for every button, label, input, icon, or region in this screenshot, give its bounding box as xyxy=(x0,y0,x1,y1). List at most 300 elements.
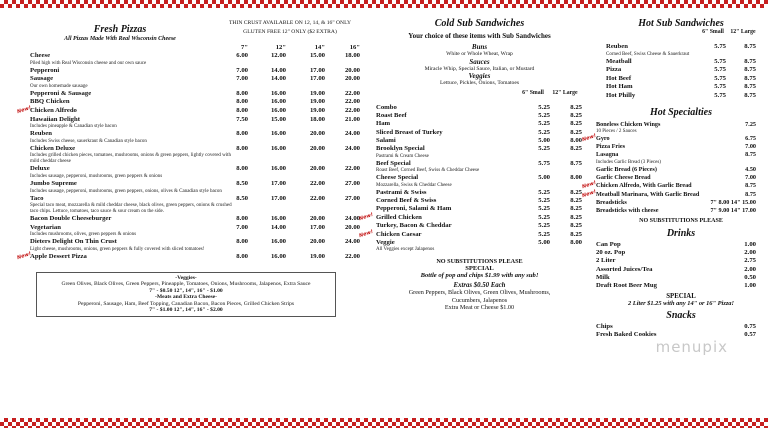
pizza-name: Reuben xyxy=(30,130,52,138)
cold-sub-price-small: 5.25 xyxy=(538,205,550,213)
pizza-price: 22.00 xyxy=(309,194,325,202)
hot-sub-price-large: 8.75 xyxy=(744,91,756,99)
right-column xyxy=(581,14,766,340)
pizza-row xyxy=(30,130,360,139)
size-7: 7" xyxy=(241,44,248,51)
pizza-title: Fresh Pizzas xyxy=(93,24,147,35)
hot-sub-name: Pizza xyxy=(606,66,622,74)
pizza-price: 8.00 xyxy=(236,98,248,106)
cold-no-subs: NO SUBSTITUTIONS PLEASE xyxy=(436,258,523,266)
pizza-row xyxy=(30,180,360,189)
pizza-price: 15.00 xyxy=(270,115,286,123)
pizza-price: 24.00 xyxy=(344,215,360,223)
pizza-price: 20.00 xyxy=(344,75,360,83)
specialty-price: 8.75 xyxy=(745,182,756,190)
extras-meat: Extra Meat or Cheese $1.00 xyxy=(444,304,515,312)
pizza-subtitle: All Pizzas Made With Real Wisconsin Cheese xyxy=(64,36,176,42)
pizza-section xyxy=(16,14,360,317)
veggies-list: Green Olives, Black Olives, Green Peppers, Pineapple, Tomatoes, Onions, Mushrooms, Jalapenos, Extra Sauce xyxy=(61,281,311,288)
cold-sub-price-large: 8.00 xyxy=(570,238,582,246)
new-badge: New! xyxy=(16,250,33,261)
cold-sub-price-small: 5.25 xyxy=(538,145,550,153)
pizza-price: 8.00 xyxy=(236,238,248,246)
cold-sub-note: Roast Beef, Corned Beef, Swiss & Cheddar Cheese xyxy=(376,168,480,174)
pizza-price: 6.00 xyxy=(236,52,248,59)
pizza-size-header xyxy=(30,44,360,52)
pizza-note: Piled high with Real Wisconsin cheese and our own sauce xyxy=(30,60,147,66)
meats-list: Pepperoni, Sausage, Ham, Beef Topping, Canadian Bacon, Bacon Pieces, Grilled Chicken Strips xyxy=(77,300,295,307)
snack-price: 0.57 xyxy=(744,331,756,339)
pizza-price: 7.50 xyxy=(236,115,248,123)
pizza-price: 14.00 xyxy=(270,75,286,83)
pizza-price: 22.00 xyxy=(344,252,360,260)
drink-price: 2.75 xyxy=(744,257,756,265)
cold-list xyxy=(358,103,587,254)
specialty-row xyxy=(596,166,766,174)
cold-sub-name: Chicken Caesar xyxy=(376,230,422,238)
hot-sub-price-large: 8.75 xyxy=(744,83,756,91)
pizza-price: 22.00 xyxy=(344,165,360,173)
cold-sub-row xyxy=(358,228,587,239)
pizza-name: Pepperoni xyxy=(30,66,60,74)
hot-sub-name: Reuben xyxy=(606,43,628,50)
pizza-row xyxy=(30,116,360,125)
pizza-name: Bacon Double Cheeseburger xyxy=(30,215,112,223)
size-14: 14" xyxy=(314,44,325,51)
pizza-row xyxy=(30,145,360,154)
hot-sub-price-small: 5.75 xyxy=(714,57,726,65)
cold-size-small: 6" Small xyxy=(522,89,544,96)
pizza-price: 8.50 xyxy=(236,179,248,187)
cold-sub-price-small: 5.25 xyxy=(538,120,550,128)
specialty-price: 6.75 xyxy=(745,134,756,142)
drinks-special-title: SPECIAL xyxy=(666,292,696,300)
cold-sub-price-small: 5.25 xyxy=(538,128,550,136)
hot-sub-price-small: 5.75 xyxy=(714,91,726,99)
drink-price: 1.00 xyxy=(744,282,756,290)
pizza-price: 7.00 xyxy=(236,223,248,231)
specialty-name: Gyro xyxy=(596,134,610,142)
specialty-name: Boneless Chicken Wings xyxy=(596,120,661,128)
hot-sub-price-small: 5.75 xyxy=(714,66,726,74)
pizza-price: 22.00 xyxy=(309,179,325,187)
drinks-title: Drinks xyxy=(666,227,696,239)
pizza-price: 20.00 xyxy=(344,223,360,231)
drink-name: 20 oz. Pop xyxy=(596,248,626,256)
cold-sub-row xyxy=(372,222,587,230)
hot-subs-title: Hot Sub Sandwiches xyxy=(638,18,724,29)
specialty-price: 7" 8.00 14" 15.00 xyxy=(710,198,756,206)
cold-subs-section xyxy=(358,14,587,312)
cold-sub-row xyxy=(372,112,587,120)
cold-sub-row xyxy=(372,205,587,213)
drink-row xyxy=(596,241,766,249)
specialty-name: Garlic Bread (6 Pieces) xyxy=(596,165,657,173)
pizza-price: 16.00 xyxy=(270,98,286,106)
cold-size-large: 12" Large xyxy=(552,89,578,96)
specialty-row xyxy=(581,180,766,191)
pizza-note: Includes sausage, pepperoni, mushrooms, green peppers & onions xyxy=(30,173,163,179)
specialty-price: 7" 9.00 14" 17.00 xyxy=(710,207,756,215)
cold-sub-price-large: 8.25 xyxy=(570,145,582,153)
new-badge: New! xyxy=(581,188,598,199)
cold-sub-price-small: 5.25 xyxy=(538,111,550,119)
extras-title: Extras $0.50 Each xyxy=(453,282,506,290)
specialties-list xyxy=(581,120,766,216)
pizza-price: 17.00 xyxy=(309,75,325,83)
pizza-note: Includes Swiss cheese, sauerkraut & Canadian style bacon xyxy=(30,138,147,144)
specialty-price: 7.25 xyxy=(745,120,756,128)
drink-price: 0.50 xyxy=(744,274,756,282)
hot-size-small: 6" Small xyxy=(702,29,724,35)
pizza-price: 19.00 xyxy=(309,98,325,106)
cold-sub-price-small: 5.25 xyxy=(538,197,550,205)
hot-sub-note: Corned Beef, Swiss Cheese & Sauerkraut xyxy=(606,51,690,57)
specialty-name: Breadsticks with cheese xyxy=(596,207,659,215)
cold-sub-row xyxy=(372,239,587,247)
cold-sub-name: Grilled Chicken xyxy=(376,213,422,221)
hot-sub-price-large: 8.75 xyxy=(744,74,756,82)
drink-row xyxy=(596,266,766,274)
cold-sub-row xyxy=(372,129,587,137)
cold-sub-name: Combo xyxy=(376,103,397,111)
thin-crust-note: THIN CRUST AVAILABLE ON 12, 14, & 16" ONLY xyxy=(229,20,351,26)
hot-sub-row xyxy=(596,58,766,67)
pizza-price: 16.00 xyxy=(270,130,286,138)
drink-name: Draft Root Beer Mug xyxy=(596,282,657,290)
pizza-price: 14.00 xyxy=(270,223,286,231)
cold-sub-price-large: 8.25 xyxy=(570,111,582,119)
pizza-name: Chicken Deluxe xyxy=(30,144,76,152)
cold-sub-row xyxy=(372,137,587,145)
menupix-watermark: menupix xyxy=(655,338,728,356)
snack-name: Chips xyxy=(596,322,613,330)
drink-price: 2.00 xyxy=(744,265,756,273)
hot-size-header xyxy=(596,29,766,43)
pizza-row xyxy=(30,98,360,107)
drink-name: Can Pop xyxy=(596,240,621,248)
pizza-row xyxy=(30,224,360,233)
pizza-price: 20.00 xyxy=(309,238,325,246)
specialty-note: 10 Pieces / 2 Sauces xyxy=(596,128,637,134)
pizza-price: 27.00 xyxy=(344,179,360,187)
pizza-row xyxy=(30,195,360,204)
pizza-note: Special taco meat, mozzarella & mild cheddar cheese, black olives, green peppers, onions & crushed taco chips. Lettuce, tomatoes, taco sauce & sour cream on the side. xyxy=(30,203,232,215)
cold-sub-row xyxy=(372,145,587,153)
new-badge: New! xyxy=(358,211,375,222)
cold-sub-price-large: 8.25 xyxy=(570,197,582,205)
hot-sub-row xyxy=(596,43,766,52)
sauces-title: Sauces xyxy=(469,57,490,66)
pizza-price: 12.00 xyxy=(270,52,286,59)
pizza-toppings-box xyxy=(36,272,336,318)
cold-sub-name: Pepperoni, Salami & Ham xyxy=(376,205,452,213)
hot-sub-name: Hot Beef xyxy=(606,74,632,82)
pizza-price: 20.00 xyxy=(344,66,360,74)
pizza-note: Includes grilled chicken pieces, tomatoes, mushrooms, onions & green peppers, lightly covered with mild cheddar cheese xyxy=(30,153,232,165)
pizza-row xyxy=(16,250,360,262)
cold-sub-price-small: 5.00 xyxy=(538,137,550,145)
buns-text: White or Whole Wheat, Wrap xyxy=(446,51,513,57)
specialty-price: 7.00 xyxy=(745,174,756,182)
pizza-price: 14.00 xyxy=(270,66,286,74)
drink-row xyxy=(596,274,766,282)
pizza-price: 8.00 xyxy=(236,106,248,114)
cold-sub-row xyxy=(372,174,587,182)
drink-price: 1.00 xyxy=(744,240,756,248)
hot-sub-name: Hot Ham xyxy=(606,83,633,91)
pizza-price: 16.00 xyxy=(270,89,286,97)
cold-sub-price-small: 5.75 xyxy=(538,159,550,167)
veggies-title-cold: Veggies xyxy=(468,72,491,80)
cold-sub-name: Ham xyxy=(376,120,391,128)
cold-subs-title: Cold Sub Sandwiches xyxy=(434,18,525,29)
specialty-row xyxy=(581,132,766,143)
cold-sub-row xyxy=(372,104,587,112)
hot-sub-price-large: 8.75 xyxy=(744,66,756,74)
veggies-prices: 7" - $0.50 12", 14", 16" - $1.00 xyxy=(149,287,223,294)
pizza-price: 15.00 xyxy=(309,52,325,59)
pizza-price: 20.00 xyxy=(309,215,325,223)
cold-sub-price-large: 8.25 xyxy=(570,230,582,238)
hot-sub-price-small: 5.75 xyxy=(714,43,726,50)
cold-sub-row xyxy=(372,160,587,168)
pizza-row xyxy=(30,75,360,84)
pizza-name: Dieters Delight On Thin Crust xyxy=(30,238,117,246)
pizza-price: 16.00 xyxy=(270,106,286,114)
new-badge: New! xyxy=(581,132,598,143)
cold-sub-price-large: 8.25 xyxy=(570,222,582,230)
cold-sub-price-large: 8.00 xyxy=(570,174,582,182)
hot-sub-price-large: 8.75 xyxy=(744,57,756,65)
cold-sub-name: Roast Beef xyxy=(376,111,407,119)
specialty-price: 8.75 xyxy=(745,190,756,198)
new-badge: New! xyxy=(358,228,375,239)
pizza-name: Deluxe xyxy=(30,165,50,173)
pizza-price: 18.00 xyxy=(344,52,360,59)
cold-sub-price-large: 8.25 xyxy=(570,188,582,196)
specialty-name: Lasagna xyxy=(596,151,619,159)
hot-size-large: 12" Large xyxy=(730,29,756,35)
pizza-price: 22.00 xyxy=(344,98,360,106)
specialty-note: Includes Garlic Bread (3 Pieces) xyxy=(596,159,661,165)
hot-sub-name: Meatball xyxy=(606,57,632,65)
pizza-price: 8.00 xyxy=(236,130,248,138)
specialty-name: Chicken Alfredo, With Garlic Bread xyxy=(596,182,692,190)
drink-row xyxy=(596,282,766,290)
pizza-row xyxy=(30,165,360,174)
snack-price: 0.75 xyxy=(744,322,756,330)
pizza-row xyxy=(30,238,360,247)
pizza-price: 16.00 xyxy=(270,165,286,173)
pizza-row xyxy=(30,67,360,76)
veggies-title: -Veggies- xyxy=(175,274,197,281)
pizza-price: 24.00 xyxy=(344,130,360,138)
pizza-price: 17.00 xyxy=(309,66,325,74)
pizza-price: 19.00 xyxy=(309,106,325,114)
pizza-price: 24.00 xyxy=(344,238,360,246)
specialty-price: 8.75 xyxy=(745,151,756,159)
cold-sub-name: Turkey, Bacon & Cheddar xyxy=(376,222,452,230)
veggies-text-cold: Lettuce, Pickles, Onions, Tomatoes xyxy=(439,80,520,86)
pizza-price: 17.00 xyxy=(270,194,286,202)
cold-sub-price-small: 5.00 xyxy=(538,238,550,246)
meats-title: -Meats and Extra Cheese- xyxy=(155,294,217,301)
cold-subs-choice: Your choice of these items with Sub Sandwiches xyxy=(408,32,551,40)
cold-sub-price-small: 5.00 xyxy=(538,174,550,182)
cold-sub-note: All Veggies except Jalapenos xyxy=(376,247,435,253)
cold-sub-name: Cheese Special xyxy=(376,174,419,182)
specialty-row xyxy=(596,121,766,129)
pizza-price: 22.00 xyxy=(344,106,360,114)
pizza-note: Includes mushrooms, olives, green peppers & onions xyxy=(30,232,137,238)
gluten-free-note: GLUTEN FREE 12" ONLY ($2 EXTRA) xyxy=(243,29,337,35)
specialties-title: Hot Specialties xyxy=(650,106,712,118)
specialties-no-subs: NO SUBSTITUTIONS PLEASE xyxy=(639,217,723,224)
cold-special: Bottle of pop and chips $1.99 with any sub! xyxy=(420,272,539,280)
hot-sub-price-small: 5.75 xyxy=(714,83,726,91)
cold-sub-price-small: 5.25 xyxy=(538,103,550,111)
drink-row xyxy=(596,257,766,265)
cold-sub-price-small: 5.25 xyxy=(538,188,550,196)
pizza-row xyxy=(30,90,360,99)
new-badge: New! xyxy=(581,180,598,191)
specialty-name: Meatball Marinara, With Garlic Bread xyxy=(596,190,700,198)
pizza-price: 16.00 xyxy=(270,238,286,246)
drink-name: Milk xyxy=(596,274,610,282)
size-12: 12" xyxy=(275,44,286,51)
specialty-row xyxy=(596,174,766,182)
snack-name: Fresh Baked Cookies xyxy=(596,331,657,339)
specialty-row xyxy=(596,199,766,207)
specialty-row xyxy=(596,207,766,215)
pizza-price: 27.00 xyxy=(344,194,360,202)
pizza-price: 20.00 xyxy=(309,144,325,152)
cold-special-title: SPECIAL xyxy=(465,265,494,273)
cold-sub-price-small: 5.25 xyxy=(538,213,550,221)
pizza-price: 20.00 xyxy=(309,165,325,173)
drink-name: Assorted Juices/Tea xyxy=(596,265,653,273)
specialty-name: Garlic Cheese Bread xyxy=(596,174,651,182)
pizza-note: Light cheese, mushrooms, onions, green peppers & fully covered with sliced tomatoes! xyxy=(30,246,205,252)
size-16: 16" xyxy=(349,44,360,51)
pizza-note: Our own homemade sausage xyxy=(30,83,88,89)
checker-border-top xyxy=(0,0,768,8)
drink-name: 2 Liter xyxy=(596,257,616,265)
meats-prices: 7" - $1.00 12", 14", 16" - $2.00 xyxy=(149,307,223,314)
pizza-price: 8.00 xyxy=(236,252,248,260)
cold-sub-name: Pastrami & Swiss xyxy=(376,188,427,196)
hot-sub-row xyxy=(596,92,766,101)
snacks-title: Snacks xyxy=(666,309,696,321)
drink-row xyxy=(596,249,766,257)
pizza-price: 17.00 xyxy=(309,223,325,231)
pizza-price: 8.00 xyxy=(236,144,248,152)
cold-sub-row xyxy=(372,189,587,197)
sauces-text: Miracle Whip, Special Sauce, Italian, or Mustard xyxy=(424,65,535,72)
cold-sub-name: Brooklyn Special xyxy=(376,145,425,153)
cold-sub-row xyxy=(372,197,587,205)
cold-size-header xyxy=(372,90,587,104)
specialty-name: Pizza Fries xyxy=(596,143,626,151)
new-badge: New! xyxy=(16,104,33,116)
hot-sub-price-large: 8.75 xyxy=(744,43,756,50)
hot-list xyxy=(596,43,766,101)
pizza-price: 16.00 xyxy=(270,215,286,223)
pizza-name: Sausage xyxy=(30,75,54,83)
pizza-price: 8.50 xyxy=(236,194,248,202)
extras-list: Green Peppers, Black Olives, Green Olives, Mushrooms, Cucumbers, Jalapenos xyxy=(408,289,551,304)
cold-sub-price-large: 8.25 xyxy=(570,205,582,213)
pizza-price: 16.00 xyxy=(270,252,286,260)
checker-border-bottom xyxy=(0,418,768,428)
cold-sub-price-large: 8.25 xyxy=(570,128,582,136)
pizza-price: 19.00 xyxy=(309,252,325,260)
pizza-price: 7.00 xyxy=(236,66,248,74)
hot-sub-row xyxy=(596,66,766,75)
specialty-price: 7.00 xyxy=(745,143,756,151)
pizza-name: Apple Dessert Pizza xyxy=(30,252,87,260)
pizza-price: 16.00 xyxy=(270,144,286,152)
specialty-row xyxy=(596,151,766,159)
specialty-row xyxy=(581,188,766,199)
cold-sub-price-large: 8.75 xyxy=(570,159,582,167)
pizza-price: 18.00 xyxy=(309,115,325,123)
pizza-price: 17.00 xyxy=(270,179,286,187)
specialty-name: Breadsticks xyxy=(596,198,627,206)
pizza-name: Vegetarian xyxy=(30,223,61,231)
cold-sub-price-large: 8.25 xyxy=(570,213,582,221)
pizza-name: Pepperoni & Sausage xyxy=(30,89,92,97)
cold-sub-row xyxy=(358,211,587,222)
cold-sub-name: Corned Beef & Swiss xyxy=(376,197,437,205)
cold-sub-price-large: 8.25 xyxy=(570,103,582,111)
hot-sub-row xyxy=(596,83,766,92)
cold-sub-price-large: 8.25 xyxy=(570,120,582,128)
cold-sub-price-small: 5.25 xyxy=(538,230,550,238)
cold-sub-name: Beef Special xyxy=(376,159,411,167)
pizza-price: 8.00 xyxy=(236,165,248,173)
pizza-row xyxy=(30,215,360,224)
cold-sub-row xyxy=(372,120,587,128)
pizza-note: Includes sausage, pepperoni, mushrooms, green peppers, onions, olives & Canadian style bacon xyxy=(30,188,222,194)
specialty-row xyxy=(596,143,766,151)
drink-price: 2.00 xyxy=(744,248,756,256)
drinks-special: 2 Liter $1.25 with any 14" or 16" Pizza! xyxy=(628,299,734,307)
pizza-name: Jumbo Supreme xyxy=(30,179,77,187)
pizza-price: 22.00 xyxy=(344,89,360,97)
hot-sub-row xyxy=(596,75,766,84)
pizza-price: 19.00 xyxy=(309,89,325,97)
cold-sub-name: Salami xyxy=(376,137,396,145)
pizza-list xyxy=(16,52,360,262)
cold-sub-price-small: 5.25 xyxy=(538,222,550,230)
cold-sub-name: Veggie xyxy=(376,238,395,246)
hot-sub-name: Hot Philly xyxy=(606,91,636,99)
pizza-name: Taco xyxy=(30,194,44,202)
cold-sub-name: Sliced Breast of Turkey xyxy=(376,128,443,136)
pizza-note: Includes pineapple & Canadian style bacon xyxy=(30,124,117,130)
snack-row xyxy=(596,323,766,332)
pizza-name: Cheese xyxy=(30,52,51,59)
pizza-price: 7.00 xyxy=(236,75,248,83)
pizza-price: 20.00 xyxy=(309,130,325,138)
pizza-name: Hawaiian Delight xyxy=(30,115,80,123)
cold-sub-note: Mozzarella, Swiss & Cheddar Cheese xyxy=(376,182,452,188)
pizza-row xyxy=(30,52,360,61)
hot-sub-price-small: 5.75 xyxy=(714,74,726,82)
cold-sub-price-large: 8.00 xyxy=(570,137,582,145)
